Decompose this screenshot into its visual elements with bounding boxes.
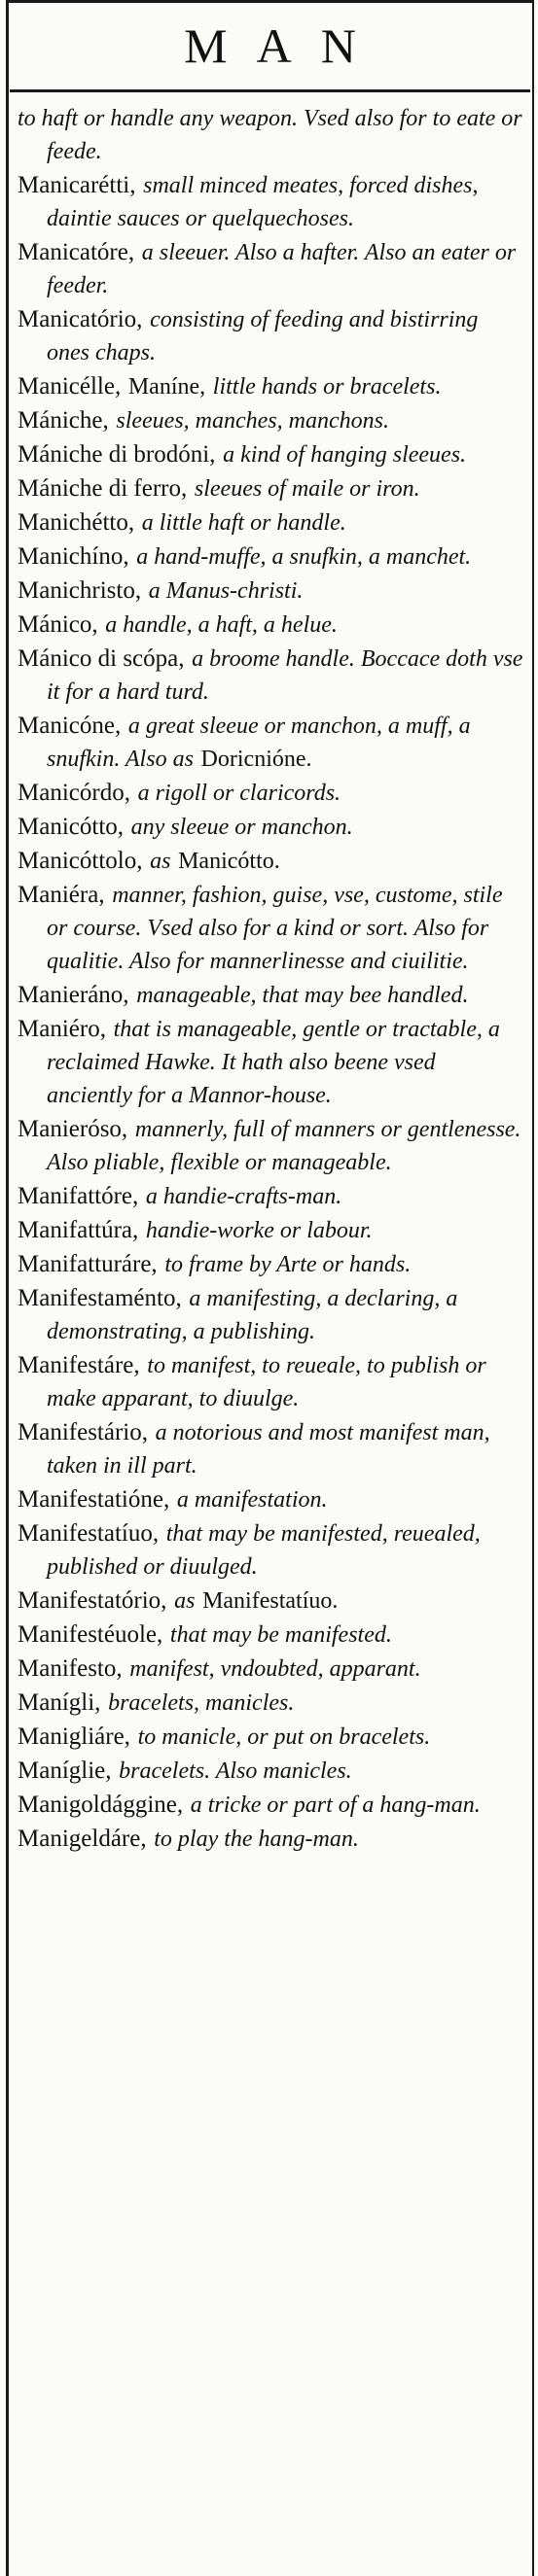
entry-list [18,102,524,1857]
entry-headword: Mániche di ferro, [18,475,188,502]
dictionary-entry [18,1653,524,1686]
entry-headword: Manifestatíuo, [18,1520,160,1547]
entry-headword: Mániche, [18,407,109,434]
right-border-rule [532,0,534,2576]
dictionary-entry [18,879,524,978]
dictionary-entry [18,1619,524,1652]
entry-definition: a manifestation. [176,1487,328,1513]
dictionary-entry [18,1282,524,1348]
entry-definition: consisting of feeding and bistirring ones chaps. [47,307,479,366]
entry-definition: a kind of hanging sleeues. [223,442,467,468]
entry-headword: Manicatóre, [18,239,135,265]
dictionary-entry [18,1113,524,1179]
page-title: MAN [184,18,385,73]
dictionary-entry [18,370,524,403]
header-rule [10,89,530,92]
entry-cross-reference: Doricnióne. [200,747,312,772]
dictionary-entry [18,472,524,505]
entry-headword: Manifestáre, [18,1352,140,1378]
dictionary-entry [18,404,524,437]
entry-headword: Manifestário, [18,1419,148,1445]
entry-headword: Manieróso, [18,1116,128,1142]
top-border-rule [6,0,534,3]
entry-definition: a rigoll or claricords. [137,781,341,806]
entry-definition: bracelets, manicles. [108,1690,295,1716]
entry-definition: as [174,1588,196,1614]
dictionary-entry [18,609,524,642]
entry-definition: manner, fashion, guise, vse, custome, stile or course. Vsed also for a kind or sort. Also for qualitie. Also for mannerlinesse and ciuilitie. [47,883,503,974]
entry-definition: that is manageable, gentle or tractable, a reclaimed Hawke. It hath also beene vsed anciently for a Mannor-house. [47,1017,500,1108]
entry-definition: that may be manifested. [169,1622,392,1648]
dictionary-entry [18,1349,524,1415]
dictionary-entry [18,1823,524,1856]
dictionary-entry [18,845,524,878]
dictionary-entry [18,1517,524,1584]
entry-definition: to manicle, or put on bracelets. [137,1724,431,1750]
entry-headword: Manicótto, [18,814,125,840]
dictionary-entry [18,1789,524,1822]
entry-definition: a hand-muffe, a snufkin, a manchet. [136,544,472,570]
entry-definition: a little haft or handle. [141,510,346,536]
entry-definition: a notorious and most manifest man, taken in ill part. [47,1420,490,1479]
dictionary-entry [18,574,524,608]
entry-headword: Manicóttolo, [18,848,143,874]
dictionary-entry [18,303,524,369]
entry-headword: Manigoldággine, [18,1792,184,1818]
dictionary-entry [18,710,524,776]
dictionary-entry [18,1721,524,1754]
dictionary-entry [18,1584,524,1618]
entry-headword: Manifestaménto, [18,1285,182,1311]
entry-headword: Manígli, [18,1689,101,1716]
entry-headword: Mániche di brodóni, [18,441,216,468]
dictionary-entry [18,643,524,709]
entry-definition: manifest, vndoubted, apparant. [129,1656,421,1682]
dictionary-entry [18,438,524,471]
entry-definition: manageable, that may bee handled. [136,983,469,1008]
entry-definition: small minced meates, forced dishes, daintie sauces or quelquechoses. [47,173,479,231]
dictionary-entry [18,236,524,302]
dictionary-entry [18,1416,524,1482]
entry-headword: Manieráno, [18,982,129,1008]
entry-definition: a handle, a haft, a helue. [105,612,338,638]
entry-headword: Manifestatório, [18,1587,167,1614]
entry-headword: Manifattóre, [18,1183,139,1209]
entry-definition: mannerly, full of manners or gentlenesse. Also pliable, flexible or manageable. [47,1117,521,1175]
entry-cross-reference: Manifestatíuo. [202,1588,339,1614]
dictionary-entry [18,169,524,235]
entry-headword: Manifatturáre, [18,1251,158,1277]
entry-headword: Mánico di scópa, [18,645,185,672]
entry-headword: Manichétto, [18,509,135,536]
entry-headword: Manifestatióne, [18,1486,170,1513]
dictionary-entry [18,811,524,844]
entry-definition: to manifest, to reueale, to publish or make apparant, to diuulge. [47,1353,486,1411]
dictionary-entry [18,102,524,168]
entry-definition: to frame by Arte or hands. [164,1252,412,1277]
entry-definition: a broome handle. Boccace doth vse it for a hard turd. [47,646,523,705]
entry-cross-reference: Manicótto. [178,849,280,874]
entry-headword: Manigeldáre, [18,1826,147,1852]
dictionary-entry [18,777,524,810]
entry-headword: Manicélle, [18,373,122,400]
entry-headword: Manicarétti, [18,172,136,198]
entry-headword: Maníglie, [18,1758,112,1784]
entry-definition: to play the hang-man. [154,1827,359,1852]
entry-definition: as [150,849,171,874]
entry-definition: sleeues, manches, manchons. [116,408,389,434]
entry-headword: Manichíno, [18,543,129,570]
entry-definition: a handie-crafts-man. [145,1184,342,1209]
dictionary-entry [18,1687,524,1720]
entry-headword: Manifestéuole, [18,1621,163,1648]
dictionary-entry [18,1755,524,1788]
entry-headword: Manigliáre, [18,1723,130,1750]
entry-headword: Manicórdo, [18,780,130,806]
entry-definition: handie-worke or labour. [145,1218,373,1243]
entry-headword: Mánico, [18,611,98,638]
dictionary-entry [18,1248,524,1281]
entry-definition: any sleeue or manchon. [130,815,353,840]
page-header [10,12,530,109]
entry-definition: to haft or handle any weapon. Vsed also for to eate or feede. [18,106,522,164]
entry-headword: Manifesto, [18,1655,123,1682]
entry-definition: a tricke or part of a hang-man. [190,1793,481,1818]
dictionary-entry [18,540,524,574]
left-border-rule [6,0,9,2576]
entry-headword: Manichristo, [18,577,142,604]
dictionary-entry [18,1214,524,1247]
entry-definition: a sleeuer. Also a hafter. Also an eater or feeder. [47,240,517,298]
dictionary-entry [18,506,524,540]
entry-headword: Manicatório, [18,306,143,332]
entry-definition: sleeues of maile or iron. [194,476,420,502]
dictionary-entry [18,1483,524,1516]
entry-headword: Manicóne, [18,713,122,739]
entry-variant: Maníne, [127,374,206,400]
entry-headword: Maniéro, [18,1016,106,1042]
entry-headword: Manifattúra, [18,1217,139,1243]
entry-headword: Maniéra, [18,882,105,908]
dictionary-entry [18,1180,524,1213]
entry-definition: a manifesting, a declaring, a demonstrating, a publishing. [47,1286,458,1344]
dictionary-entry [18,979,524,1012]
dictionary-entry [18,1013,524,1112]
entry-definition: bracelets. Also manicles. [119,1758,352,1784]
entry-definition: that may be manifested, reuealed, published or diuulged. [47,1521,481,1580]
entry-definition: a Manus-christi. [148,578,304,604]
entry-definition: a great sleeue or manchon, a muff, a snufkin. Also as [47,714,471,772]
entry-definition: little hands or bracelets. [212,374,442,400]
